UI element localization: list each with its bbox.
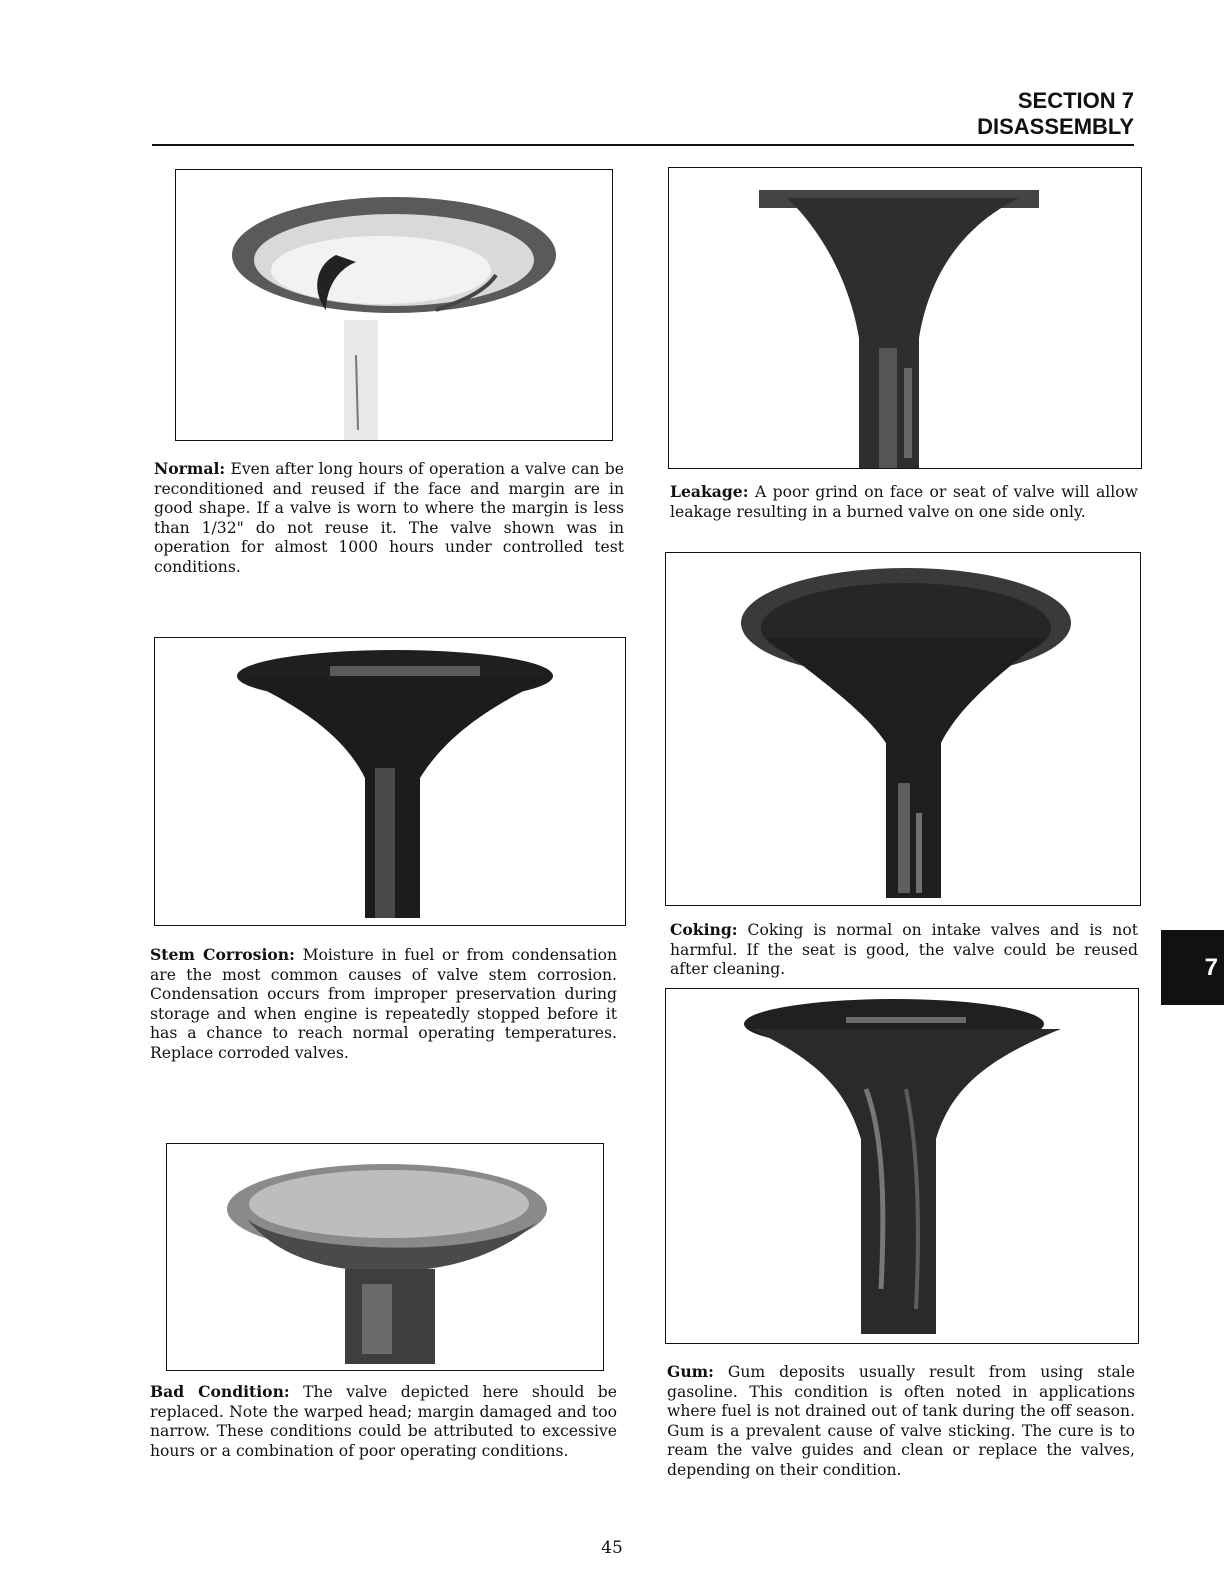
photo-gum-valve (665, 988, 1139, 1344)
section-number: SECTION 7 (1017, 88, 1134, 113)
caption-leakage (670, 482, 1138, 522)
photo-stem-corrosion-valve (154, 637, 626, 926)
photo-normal-valve (175, 169, 613, 441)
text-leakage: A poor grind on face or seat of valve will allow leakage resulting in a burned valve on one side only. (670, 483, 1138, 521)
photo-coking-valve (665, 552, 1141, 906)
term-stem-corrosion: Stem Corrosion: (150, 945, 295, 964)
term-gum: Gum: (667, 1362, 714, 1381)
text-normal: Even after long hours of operation a valve can be reconditioned and reused if the face and margin are in good shape. If a valve is worn to where the margin is less than 1/32" do not reuse it. The valve shown was in operation for almost 1000 hours under controlled test conditions. (154, 460, 624, 576)
term-bad-condition: Bad Condition: (150, 1382, 290, 1401)
term-coking: Coking: (670, 920, 738, 939)
section-title: DISASSEMBLY (977, 114, 1134, 139)
caption-normal (154, 459, 624, 578)
photo-bad-condition-valve (166, 1143, 604, 1371)
section-header (977, 88, 1134, 140)
caption-gum (667, 1362, 1135, 1481)
text-bad-condition: The valve depicted here should be replaced. Note the warped head; margin damaged and too narrow. These conditions could be attributed to excessive hours or a combination of poor operating conditions. (150, 1383, 617, 1460)
photo-leakage-valve (668, 167, 1142, 469)
term-normal: Normal: (154, 459, 226, 478)
term-leakage: Leakage: (670, 482, 749, 501)
text-gum: Gum deposits usually result from using stale gasoline. This condition is often noted in applications where fuel is not drained out of tank during the off season. Gum is a prevalent cause of valve sticking. The cure is to ream the valve guides and clean or replace the valves, depending on their condition. (667, 1363, 1135, 1479)
text-stem-corrosion: Moisture in fuel or from condensation are the most common causes of valve stem corrosion. Condensation occurs from improper preservation during storage and when engine is repeatedly stopped before it has a chance to reach normal operating temperatures. Replace corroded valves. (150, 946, 618, 1062)
section-tab: 7 (1161, 930, 1224, 1005)
caption-stem-corrosion (150, 945, 617, 1064)
page-number: 45 (601, 1538, 623, 1558)
caption-coking (670, 920, 1138, 980)
header-rule (152, 144, 1134, 146)
text-coking: Coking is normal on intake valves and is not harmful. If the seat is good, the valve could be reused after cleaning. (670, 921, 1138, 979)
caption-bad-condition (150, 1382, 617, 1461)
